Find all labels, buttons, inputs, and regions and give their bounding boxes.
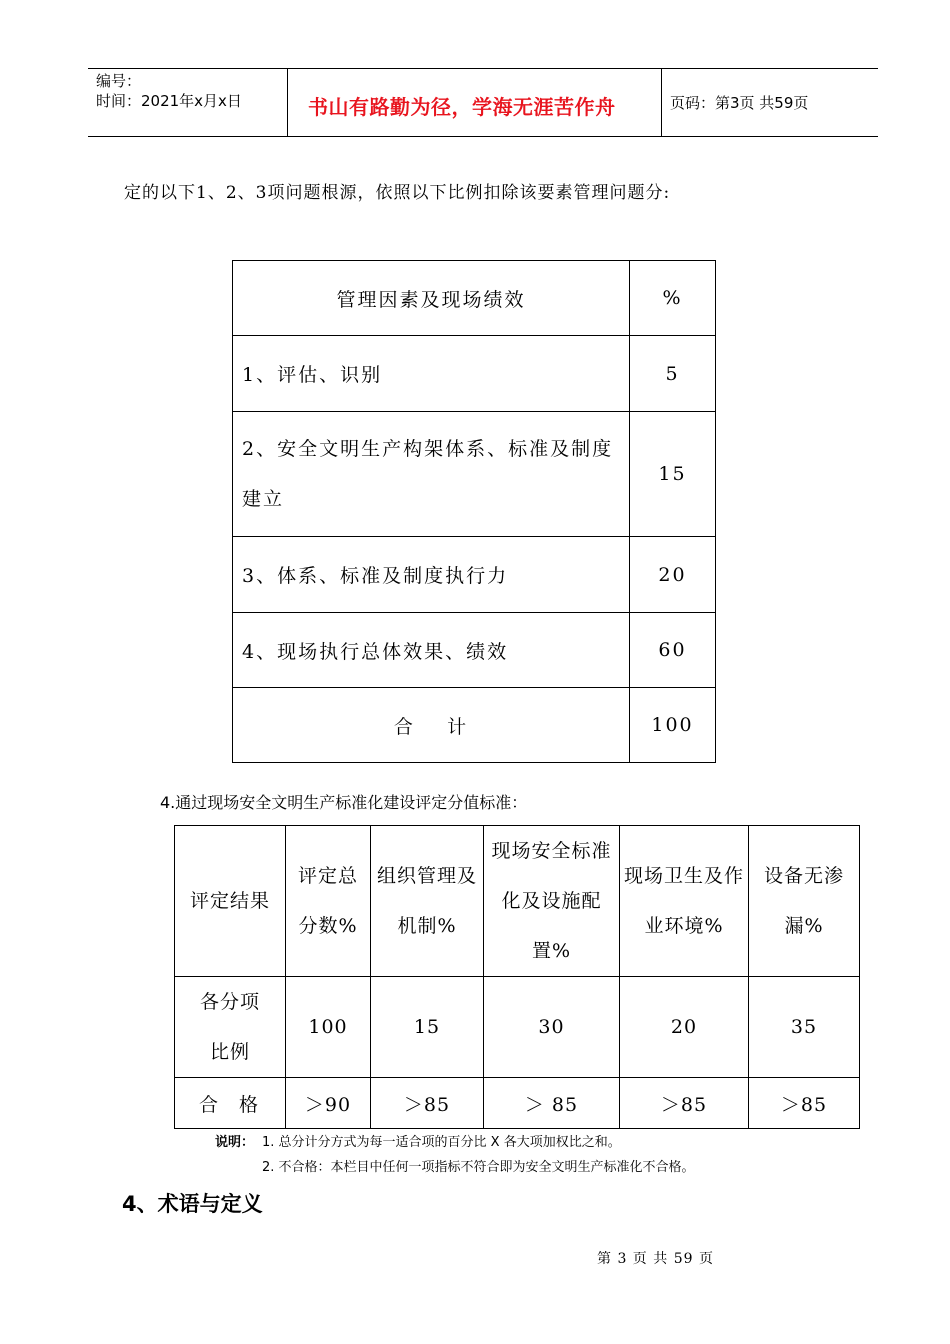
section-title: 4、术语与定义 (122, 1192, 263, 1216)
percent-cell: 20 (630, 537, 716, 613)
site-safety-header: 现场安全标准化及设施配置% (484, 826, 620, 977)
table-row (175, 1078, 860, 1129)
header-bottom-rule (88, 136, 878, 137)
doc-time-label: 时间：2021年x月x日 (96, 92, 242, 110)
pass-value: ＞90 (286, 1078, 371, 1129)
factor-percent-table (232, 260, 716, 763)
total-score-header: 评定总分数% (286, 826, 371, 977)
factor-cell: 4、现场执行总体效果、绩效 (233, 613, 630, 688)
ratio-label: 各分项比例 (175, 977, 286, 1078)
table-row (233, 537, 716, 613)
site-hygiene-header: 现场卫生及作业环境% (620, 826, 749, 977)
percent-cell: 15 (630, 412, 716, 537)
pass-value: ＞85 (620, 1078, 749, 1129)
ratio-value: 100 (286, 977, 371, 1078)
factor-header: 管理因素及现场绩效 (233, 261, 630, 336)
doc-number-label: 编号： (96, 72, 142, 90)
header-top-rule (88, 68, 878, 69)
no-leakage-header: 设备无渗漏% (749, 826, 860, 977)
table-row (233, 336, 716, 412)
header-divider-left (287, 68, 288, 136)
table-row (233, 261, 716, 336)
table-row (175, 826, 860, 977)
factor-cell: 2、安全文明生产构架体系、标准及制度建立 (233, 412, 630, 537)
result-header: 评定结果 (175, 826, 286, 977)
ratio-value: 15 (371, 977, 484, 1078)
ratio-value: 20 (620, 977, 749, 1078)
ratio-value: 30 (484, 977, 620, 1078)
total-percent: 100 (630, 688, 716, 763)
ratio-value: 35 (749, 977, 860, 1078)
factor-cell: 3、体系、标准及制度执行力 (233, 537, 630, 613)
percent-cell: 60 (630, 613, 716, 688)
scoring-caption: 4.通过现场安全文明生产标准化建设评定分值标准： (160, 793, 528, 812)
notes-label: 说明： (215, 1135, 255, 1150)
percent-header: % (630, 261, 716, 336)
intro-text: 定的以下1、2、3项问题根源，依照以下比例扣除该要素管理问题分: (124, 183, 671, 203)
pass-value: ＞ 85 (484, 1078, 620, 1129)
pass-value: ＞85 (749, 1078, 860, 1129)
scoring-standard-table (174, 825, 860, 1129)
note-item: 2. 不合格：本栏目中任何一项指标不符合即为安全文明生产标准化不合格。 (262, 1160, 695, 1175)
page-footer: 第 3 页 共 59 页 (597, 1251, 714, 1267)
table-row (233, 688, 716, 763)
table-row (233, 613, 716, 688)
pass-value: ＞85 (371, 1078, 484, 1129)
total-label: 合 计 (233, 688, 630, 763)
percent-cell: 5 (630, 336, 716, 412)
table-row (175, 977, 860, 1078)
note-item: 1. 总分计分方式为每一适合项的百分比 X 各大项加权比之和。 (262, 1135, 621, 1150)
header-page-label: 页码：第3页 共59页 (670, 94, 809, 112)
header-slogan: 书山有路勤为径，学海无涯苦作舟 (308, 95, 616, 119)
factor-cell: 1、评估、识别 (233, 336, 630, 412)
table-row (233, 412, 716, 537)
pass-label: 合 格 (175, 1078, 286, 1129)
header-divider-right (661, 68, 662, 136)
org-management-header: 组织管理及机制% (371, 826, 484, 977)
